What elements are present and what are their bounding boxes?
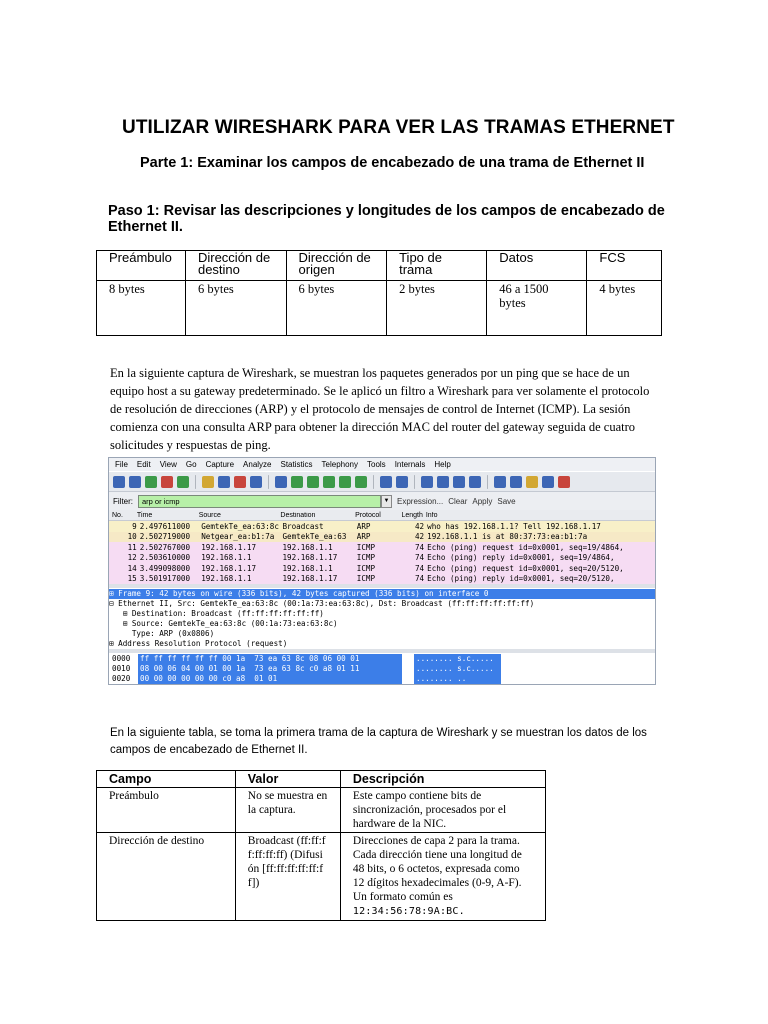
hex-row: [109, 654, 655, 664]
header-campo: Campo: [97, 771, 236, 788]
packet-time: 2.502719000: [139, 532, 191, 542]
zoom-in-icon[interactable]: [421, 476, 433, 488]
packet-source: 192.168.1.17: [201, 542, 257, 552]
first-frame-fields-table: [96, 770, 546, 921]
capture-filters-icon[interactable]: [494, 476, 506, 488]
header-valor: Valor: [235, 771, 340, 788]
hex-row: [109, 674, 655, 684]
column-length[interactable]: Length: [401, 511, 423, 519]
column-time[interactable]: Time: [136, 511, 153, 519]
go-back-icon[interactable]: [291, 476, 303, 488]
table-row[interactable]: [109, 553, 655, 564]
packet-info: Echo (ping) request id=0x0001, seq=20/5120,: [427, 563, 624, 573]
filter-label: Filter:: [113, 496, 133, 506]
menu-analyze[interactable]: Analyze: [243, 460, 272, 469]
expression-button[interactable]: Expression...: [397, 496, 444, 506]
menu-edit[interactable]: Edit: [136, 460, 151, 469]
packet-destination: 192.168.1.1: [282, 542, 333, 552]
packet-destination: GemtekTe_ea:63: [282, 532, 347, 542]
packet-length: 42: [414, 521, 425, 531]
resize-columns-icon[interactable]: [469, 476, 481, 488]
value-tipo-trama: 2 bytes: [387, 281, 487, 336]
table-row: [97, 833, 546, 921]
filter-input[interactable]: arp or icmp: [138, 495, 381, 508]
close-file-icon[interactable]: [234, 476, 246, 488]
document-title: UTILIZAR WIRESHARK PARA VER LAS TRAMAS ETHERNET: [122, 117, 675, 138]
packet-destination: 192.168.1.17: [282, 574, 338, 584]
packet-no: 10: [127, 532, 137, 542]
table-row[interactable]: [109, 574, 655, 585]
packet-info: Echo (ping) reply id=0x0001, seq=20/5120,: [427, 574, 615, 584]
packet-source: Netgear_ea:b1:7a: [201, 532, 275, 542]
hex-bytes[interactable]: ff ff ff ff ff ff 00 1a 73 ea 63 8c 08 06 00 01: [138, 654, 402, 664]
toolbar-separator: [414, 475, 415, 489]
packet-no: 12: [127, 553, 137, 563]
packet-list: [109, 510, 655, 584]
row-valor: No se muestra en la captura.: [235, 788, 340, 833]
menu-file[interactable]: File: [115, 460, 128, 469]
row-descripcion: [340, 833, 545, 921]
packet-no: 11: [127, 542, 137, 552]
header-descripcion: Descripción: [340, 771, 545, 788]
packet-time: 3.501917000: [139, 574, 191, 584]
menu-tools[interactable]: Tools: [367, 460, 386, 469]
value-direccion-destino: 6 bytes: [185, 281, 286, 336]
open-file-icon[interactable]: [202, 476, 214, 488]
column-protocol[interactable]: Protocol: [355, 511, 381, 519]
toolbar-separator: [268, 475, 269, 489]
clear-button[interactable]: Clear: [448, 496, 468, 506]
detail-tree-item[interactable]: ⊟ Ethernet II, Src: GemtekTe_ea:63:8c (00:1a:73:ea:63:8c), Dst: Broadcast (ff:ff:ff:ff:ff:ff): [109, 599, 535, 608]
hex-ascii[interactable]: ........ s.c.....: [414, 664, 501, 674]
colorize-icon[interactable]: [380, 476, 392, 488]
header-direccion-destino: Dirección de destino: [185, 251, 286, 281]
header-direccion-origen: Dirección de origen: [286, 251, 387, 281]
hex-offset[interactable]: 0010: [112, 664, 131, 673]
packet-no: 15: [127, 574, 137, 584]
start-capture-icon[interactable]: [145, 476, 157, 488]
first-packet-icon[interactable]: [339, 476, 351, 488]
go-to-packet-icon[interactable]: [323, 476, 335, 488]
packet-time: 2.497611000: [139, 521, 191, 531]
wireshark-screenshot: [108, 457, 656, 685]
packet-length: 74: [414, 563, 425, 573]
packet-time: 2.502767000: [139, 542, 191, 552]
help-icon[interactable]: [558, 476, 570, 488]
toolbar-separator: [195, 475, 196, 489]
value-direccion-origen: 6 bytes: [286, 281, 387, 336]
packet-source: GemtekTe_ea:63:8c: [201, 521, 279, 531]
packet-bytes-pane: [109, 649, 655, 684]
hex-bytes[interactable]: 08 00 06 04 00 01 00 1a 73 ea 63 8c c0 a8 01 11: [138, 664, 402, 674]
restart-capture-icon[interactable]: [177, 476, 189, 488]
hex-row: [109, 664, 655, 674]
header-preambulo: Preámbulo: [97, 251, 186, 281]
menu-capture[interactable]: Capture: [205, 460, 235, 469]
packet-info: Echo (ping) reply id=0x0001, seq=19/4864,: [427, 553, 615, 563]
row-descripcion: Este campo contiene bits de sincronización, procesados por el hardware de la NIC.: [340, 788, 545, 833]
packet-time: 3.499098000: [139, 563, 191, 573]
menu-telephony[interactable]: Telephony: [321, 460, 358, 469]
detail-tree-item[interactable]: ⊞ Frame 9: 42 bytes on wire (336 bits), 42 bytes captured (336 bits) on interface 0: [109, 589, 655, 599]
packet-source: 192.168.1.1: [201, 553, 252, 563]
column-info[interactable]: Info: [425, 511, 438, 519]
packet-info: Echo (ping) request id=0x0001, seq=19/4864,: [427, 542, 624, 552]
toolbar-separator: [487, 475, 488, 489]
packet-protocol: ICMP: [356, 542, 376, 552]
table-row[interactable]: [109, 542, 655, 553]
table1-value-row: [97, 281, 662, 336]
wireshark-toolbar: [109, 471, 655, 492]
packet-protocol: ARP: [356, 532, 371, 542]
last-packet-icon[interactable]: [355, 476, 367, 488]
display-filters-icon[interactable]: [510, 476, 522, 488]
table1-header-row: [97, 251, 662, 281]
table-row[interactable]: [109, 521, 655, 532]
wireshark-menubar: [109, 458, 655, 471]
packet-source: 192.168.1.17: [201, 563, 257, 573]
detail-tree-item[interactable]: ⊞ Address Resolution Protocol (request): [109, 639, 288, 648]
detail-tree-item[interactable]: Type: ARP (0x0806): [109, 629, 215, 638]
packet-protocol: ICMP: [356, 563, 376, 573]
packet-list-header: [109, 510, 655, 521]
part1-heading: Parte 1: Examinar los campos de encabezado de una trama de Ethernet II: [140, 155, 645, 171]
hex-offset[interactable]: 0000: [112, 654, 131, 663]
toolbar-separator: [373, 475, 374, 489]
packet-length: 74: [414, 542, 425, 552]
interfaces-icon[interactable]: [113, 476, 125, 488]
filter-toolbar: [109, 492, 655, 510]
packet-source: 192.168.1.1: [201, 574, 252, 584]
packet-destination: 192.168.1.17: [282, 553, 338, 563]
apply-button[interactable]: Apply: [472, 496, 493, 506]
header-datos: Datos: [487, 251, 587, 281]
value-preambulo: 8 bytes: [97, 281, 186, 336]
table2-header-row: [97, 771, 546, 788]
hex-offset[interactable]: 0020: [112, 674, 131, 683]
hex-bytes[interactable]: 00 00 00 00 00 00 c0 a8 01 01: [138, 674, 402, 684]
column-destination[interactable]: Destination: [280, 511, 316, 519]
filter-dropdown-icon[interactable]: ▼: [381, 495, 392, 508]
stop-capture-icon[interactable]: [161, 476, 173, 488]
value-fcs: 4 bytes: [587, 281, 662, 336]
detail-tree-item[interactable]: ⊞ Source: GemtekTe_ea:63:8c (00:1a:73:ea:63:8c): [109, 619, 338, 628]
packet-time: 2.503610000: [139, 553, 191, 563]
zoom-out-icon[interactable]: [437, 476, 449, 488]
table-intro-paragraph: En la siguiente tabla, se toma la primera trama de la captura de Wireshark y se muestran los datos de los campos de encabezado de Ethernet II.: [110, 727, 647, 756]
packet-info: who has 192.168.1.1? Tell 192.168.1.17: [427, 521, 601, 531]
packet-details-pane: [109, 584, 655, 649]
zoom-normal-icon[interactable]: [453, 476, 465, 488]
packet-protocol: ICMP: [356, 574, 376, 584]
find-packet-icon[interactable]: [275, 476, 287, 488]
table-row[interactable]: [109, 532, 655, 543]
header-tipo-trama: Tipo de trama: [387, 251, 487, 281]
packet-no: 14: [127, 563, 137, 573]
hex-ascii[interactable]: ........ ..: [414, 674, 501, 684]
save-button[interactable]: Save: [497, 496, 516, 506]
menu-view[interactable]: View: [159, 460, 177, 469]
column-no[interactable]: No.: [112, 511, 123, 519]
table-row[interactable]: [109, 563, 655, 574]
row-valor: Broadcast (ff:ff:ff:ff:ff:ff) (Difusión [ff:ff:ff:ff:ff:ff]): [235, 833, 340, 921]
packet-no: 9: [132, 521, 137, 531]
table-row: [97, 788, 546, 833]
column-source[interactable]: Source: [198, 511, 221, 519]
packet-protocol: ARP: [356, 521, 371, 531]
go-forward-icon[interactable]: [307, 476, 319, 488]
packet-length: 74: [414, 553, 425, 563]
menu-internals[interactable]: Internals: [394, 460, 426, 469]
packet-info: 192.168.1.1 is at 80:37:73:ea:b1:7a: [427, 532, 588, 542]
packet-destination: 192.168.1.1: [282, 563, 333, 573]
packet-length: 42: [414, 532, 425, 542]
menu-statistics[interactable]: Statistics: [280, 460, 313, 469]
autoscroll-icon[interactable]: [396, 476, 408, 488]
header-fcs: FCS: [587, 251, 662, 281]
value-datos: 46 a 1500 bytes: [487, 281, 587, 336]
save-file-icon[interactable]: [218, 476, 230, 488]
coloring-rules-icon[interactable]: [526, 476, 538, 488]
packet-destination: Broadcast: [282, 521, 324, 531]
reload-icon[interactable]: [250, 476, 262, 488]
packet-length: 74: [414, 574, 425, 584]
hex-ascii[interactable]: ........ s.c.....: [414, 654, 501, 664]
row-campo: Preámbulo: [97, 788, 236, 833]
menu-go[interactable]: Go: [185, 460, 197, 469]
row-campo: Dirección de destino: [97, 833, 236, 921]
options-icon[interactable]: [129, 476, 141, 488]
step1-heading: Paso 1: Revisar las descripciones y longitudes de los campos de encabezado de Ethernet II.: [108, 203, 665, 235]
menu-help[interactable]: Help: [434, 460, 451, 469]
packet-protocol: ICMP: [356, 553, 376, 563]
description-text: Direcciones de capa 2 para la trama. Cada dirección tiene una longitud de 48 bits, o 6 octetos, expresada como 12 dígitos hexadecimales (0-9, A-F). Un formato común es: [352, 835, 522, 903]
mac-format-example: 12:34:56:78:9A:BC.: [352, 906, 465, 917]
detail-tree-item[interactable]: ⊞ Destination: Broadcast (ff:ff:ff:ff:ff:ff): [109, 609, 324, 618]
intro-paragraph: En la siguiente captura de Wireshark, se muestran los paquetes generados por un ping que se hace de un equipo host a su gateway predeterminado. Se le aplicó un filtro a Wireshark para ver solamente el protocolo de resolución de direcciones (ARP) y el protocolo de mensajes de control de Internet (ICMP). La sesión comienza con una consulta ARP para obtener la dirección MAC del router del gateway seguida de cuatro solicitudes y respuestas de ping.: [110, 366, 650, 452]
preferences-icon[interactable]: [542, 476, 554, 488]
ethernet-fields-table: [96, 250, 662, 336]
packet-rows: [109, 521, 655, 584]
